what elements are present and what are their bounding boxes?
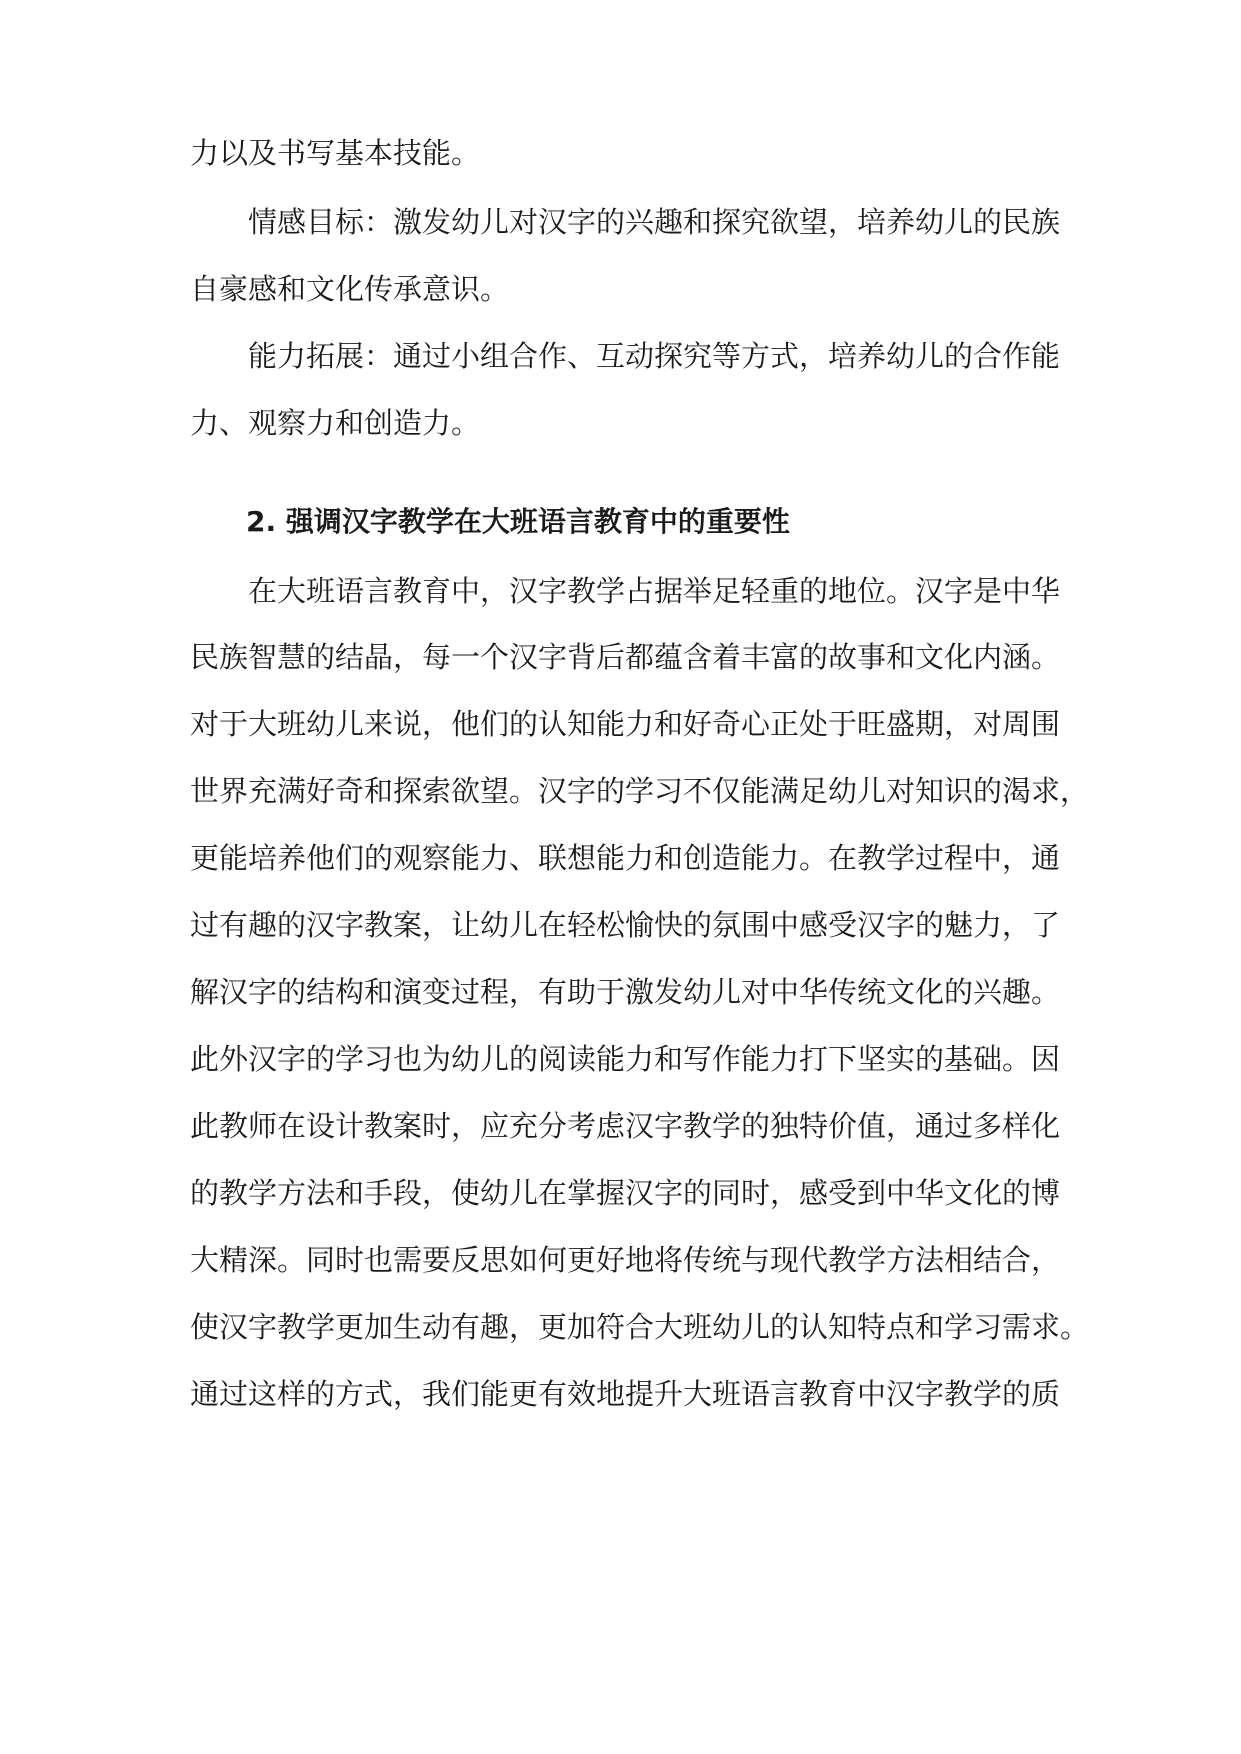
body-line: 对于大班幼儿来说，他们的认知能力和好奇心正处于旺盛期，对周围 xyxy=(190,707,1061,741)
body-line: 大精深。同时也需要反思如何更好地将传统与现代教学方法相结合， xyxy=(190,1243,1061,1277)
section-heading: 2. 强调汉字教学在大班语言教育中的重要性 xyxy=(246,505,790,538)
body-line: 在大班语言教育中，汉字教学占据举足轻重的地位。汉字是中华 xyxy=(248,574,1061,608)
ability-goal-line-2: 力、观察力和创造力。 xyxy=(190,406,481,440)
emotion-goal-line-1: 情感目标：激发幼儿对汉字的兴趣和探究欲望，培养幼儿的民族 xyxy=(248,205,1061,239)
body-line: 更能培养他们的观察能力、联想能力和创造能力。在教学过程中，通 xyxy=(190,841,1061,875)
body-line: 世界充满好奇和探索欲望。汉字的学习不仅能满足幼儿对知识的渴求， xyxy=(190,774,1090,808)
body-line: 解汉字的结构和演变过程，有助于激发幼儿对中华传统文化的兴趣。 xyxy=(190,975,1061,1009)
body-line: 使汉字教学更加生动有趣，更加符合大班幼儿的认知特点和学习需求。 xyxy=(190,1310,1090,1344)
emotion-goal-line-2: 自豪感和文化传承意识。 xyxy=(190,272,510,306)
body-line: 的教学方法和手段，使幼儿在掌握汉字的同时，感受到中华文化的博 xyxy=(190,1176,1061,1210)
body-line: 过有趣的汉字教案，让幼儿在轻松愉快的氛围中感受汉字的魅力，了 xyxy=(190,908,1061,942)
body-line: 此外汉字的学习也为幼儿的阅读能力和写作能力打下坚实的基础。因 xyxy=(190,1042,1061,1076)
ability-goal-line-1: 能力拓展：通过小组合作、互动探究等方式，培养幼儿的合作能 xyxy=(248,339,1061,373)
intro-line: 力以及书写基本技能。 xyxy=(190,136,481,170)
body-line: 民族智慧的结晶，每一个汉字背后都蕴含着丰富的故事和文化内涵。 xyxy=(190,640,1061,674)
body-line: 通过这样的方式，我们能更有效地提升大班语言教育中汉字教学的质 xyxy=(190,1377,1061,1411)
body-line: 此教师在设计教案时，应充分考虑汉字教学的独特价值，通过多样化 xyxy=(190,1109,1061,1143)
